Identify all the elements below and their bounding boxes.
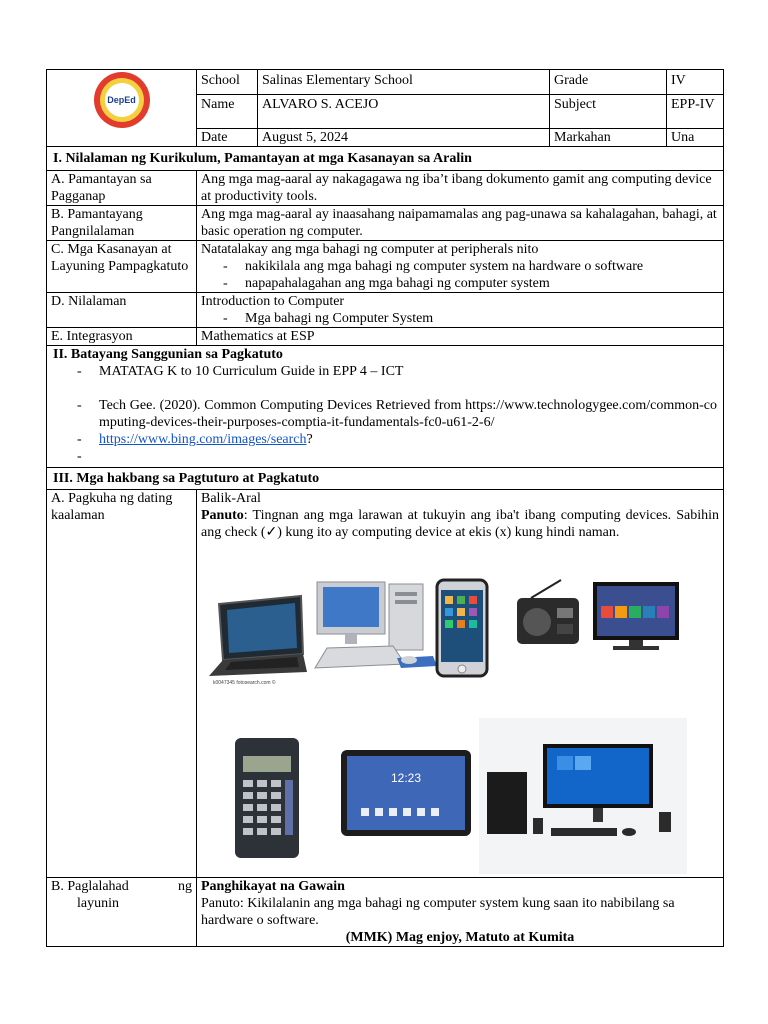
row-c-bullet-2: - napapahalagahan ang mga bahagi ng computer system (223, 276, 550, 291)
lesson-plan-document (46, 69, 723, 947)
row-d-bullet-1: - Mga bahagi ng Computer System (223, 311, 434, 326)
smart-tv-image (593, 582, 679, 650)
section-2-title: II. Batayang Sanggunian sa Pagkatuto (53, 347, 283, 362)
section-3-title: III. Mga hakbang sa Pagtuturo at Pagkatuto (47, 468, 724, 490)
name-value: ALVARO S. ACEJO (258, 95, 550, 129)
ref-1: - MATATAG K to 10 Curriculum Guide in EPP 4 – ICT (77, 364, 404, 379)
row-a-value: Ang mga mag-aaral ay nakagagawa ng iba’t ibang dokumento gamit ang computing device at productivity tools. (197, 171, 724, 206)
tablet-image (341, 750, 471, 836)
markahan-label: Markahan (550, 129, 667, 147)
subject-label: Subject (550, 95, 667, 129)
row-d-text: Introduction to Computer (201, 294, 345, 309)
content-table (46, 146, 724, 947)
grade-label: Grade (550, 70, 667, 95)
step-a-label: A. Pagkuha ng dating kaalaman (47, 490, 197, 878)
markahan-value: Una (667, 129, 724, 147)
computing-devices-images (201, 576, 721, 876)
section-2-cell (47, 346, 724, 468)
row-e-value: Mathematics at ESP (197, 328, 724, 346)
row-e-label: E. Integrasyon (47, 328, 197, 346)
step-b-text: Panuto: Kikilalanin ang mga bahagi ng computer system kung saan ito nabibilang sa hardware o software. (201, 896, 675, 928)
bing-images-link[interactable]: https://www.bing.com/images/search (99, 432, 307, 447)
section-1-title: I. Nilalaman ng Kurikulum, Pamantayan at mga Kasanayan sa Aralin (47, 147, 724, 171)
row-d-value (197, 293, 724, 328)
laptop-caption: k0047345 fotosearch.com © (213, 680, 276, 686)
date-label: Date (197, 129, 258, 147)
row-b-label: B. Pamantayang Pangnilalaman (47, 206, 197, 241)
step-a-content (197, 490, 724, 878)
header-table (46, 69, 724, 147)
grade-value: IV (667, 70, 724, 95)
row-c-label: C. Mga Kasanayan at Layuning Pampagkatuto (47, 241, 197, 293)
step-b-content (197, 878, 724, 947)
row-d-label: D. Nilalaman (47, 293, 197, 328)
laptop-image (201, 576, 311, 691)
row-c-text: Natatalakay ang mga bahagi ng computer at peripherals nito (201, 242, 539, 257)
ref-2: - Tech Gee. (2020). Common Computing Devices Retrieved from https://www.technologygee.com/common-computing-devices-their-purposes-comptia-it-fundamentals-fc0-u61-2-6/ (77, 398, 717, 430)
subject-value: EPP-IV (667, 95, 724, 129)
row-c-bullet-1: - nakikilala ang mga bahagi ng computer system na hardware o software (223, 259, 644, 274)
row-b-value: Ang mga mag-aaral ay inaasahang naipamamalas ang pag-unawa sa kahalagahan, bahagi, at basic operation ng computer. (197, 206, 724, 241)
row-c-value (197, 241, 724, 293)
balik-aral-heading: Balik-Aral (201, 491, 261, 506)
ref-4-empty: - (77, 449, 82, 464)
pc-with-speakers-image (479, 718, 687, 874)
date-value: August 5, 2024 (258, 129, 550, 147)
step-b-label: B. Paglalahad ng layunin (47, 878, 197, 947)
smartphone-image (437, 580, 487, 676)
radio-image (517, 580, 579, 644)
row-a-label: A. Pamantayan sa Pagganap (47, 171, 197, 206)
ref-3: - https://www.bing.com/images/search? (77, 432, 313, 447)
school-label: School (197, 70, 258, 95)
desktop-computer-image (315, 582, 437, 668)
deped-logo (94, 72, 150, 128)
school-value: Salinas Elementary School (258, 70, 550, 95)
name-label: Name (197, 95, 258, 129)
school-logo-cell (47, 70, 197, 147)
tablet-time: 12:23 (390, 771, 422, 785)
calculator-image (235, 738, 299, 858)
step-b-footer: (MMK) Mag enjoy, Matuto at Kumita (345, 930, 575, 945)
panuto-text: Panuto: Tingnan ang mga larawan at tukuyin ang iba't ibang computing devices. Sabihin ang check (✓) kung ito ay computing device at ekis (x) kung hindi naman. (201, 508, 719, 540)
logo-text: DepEd (105, 83, 139, 117)
panghikayat-heading: Panghikayat na Gawain (201, 879, 345, 894)
